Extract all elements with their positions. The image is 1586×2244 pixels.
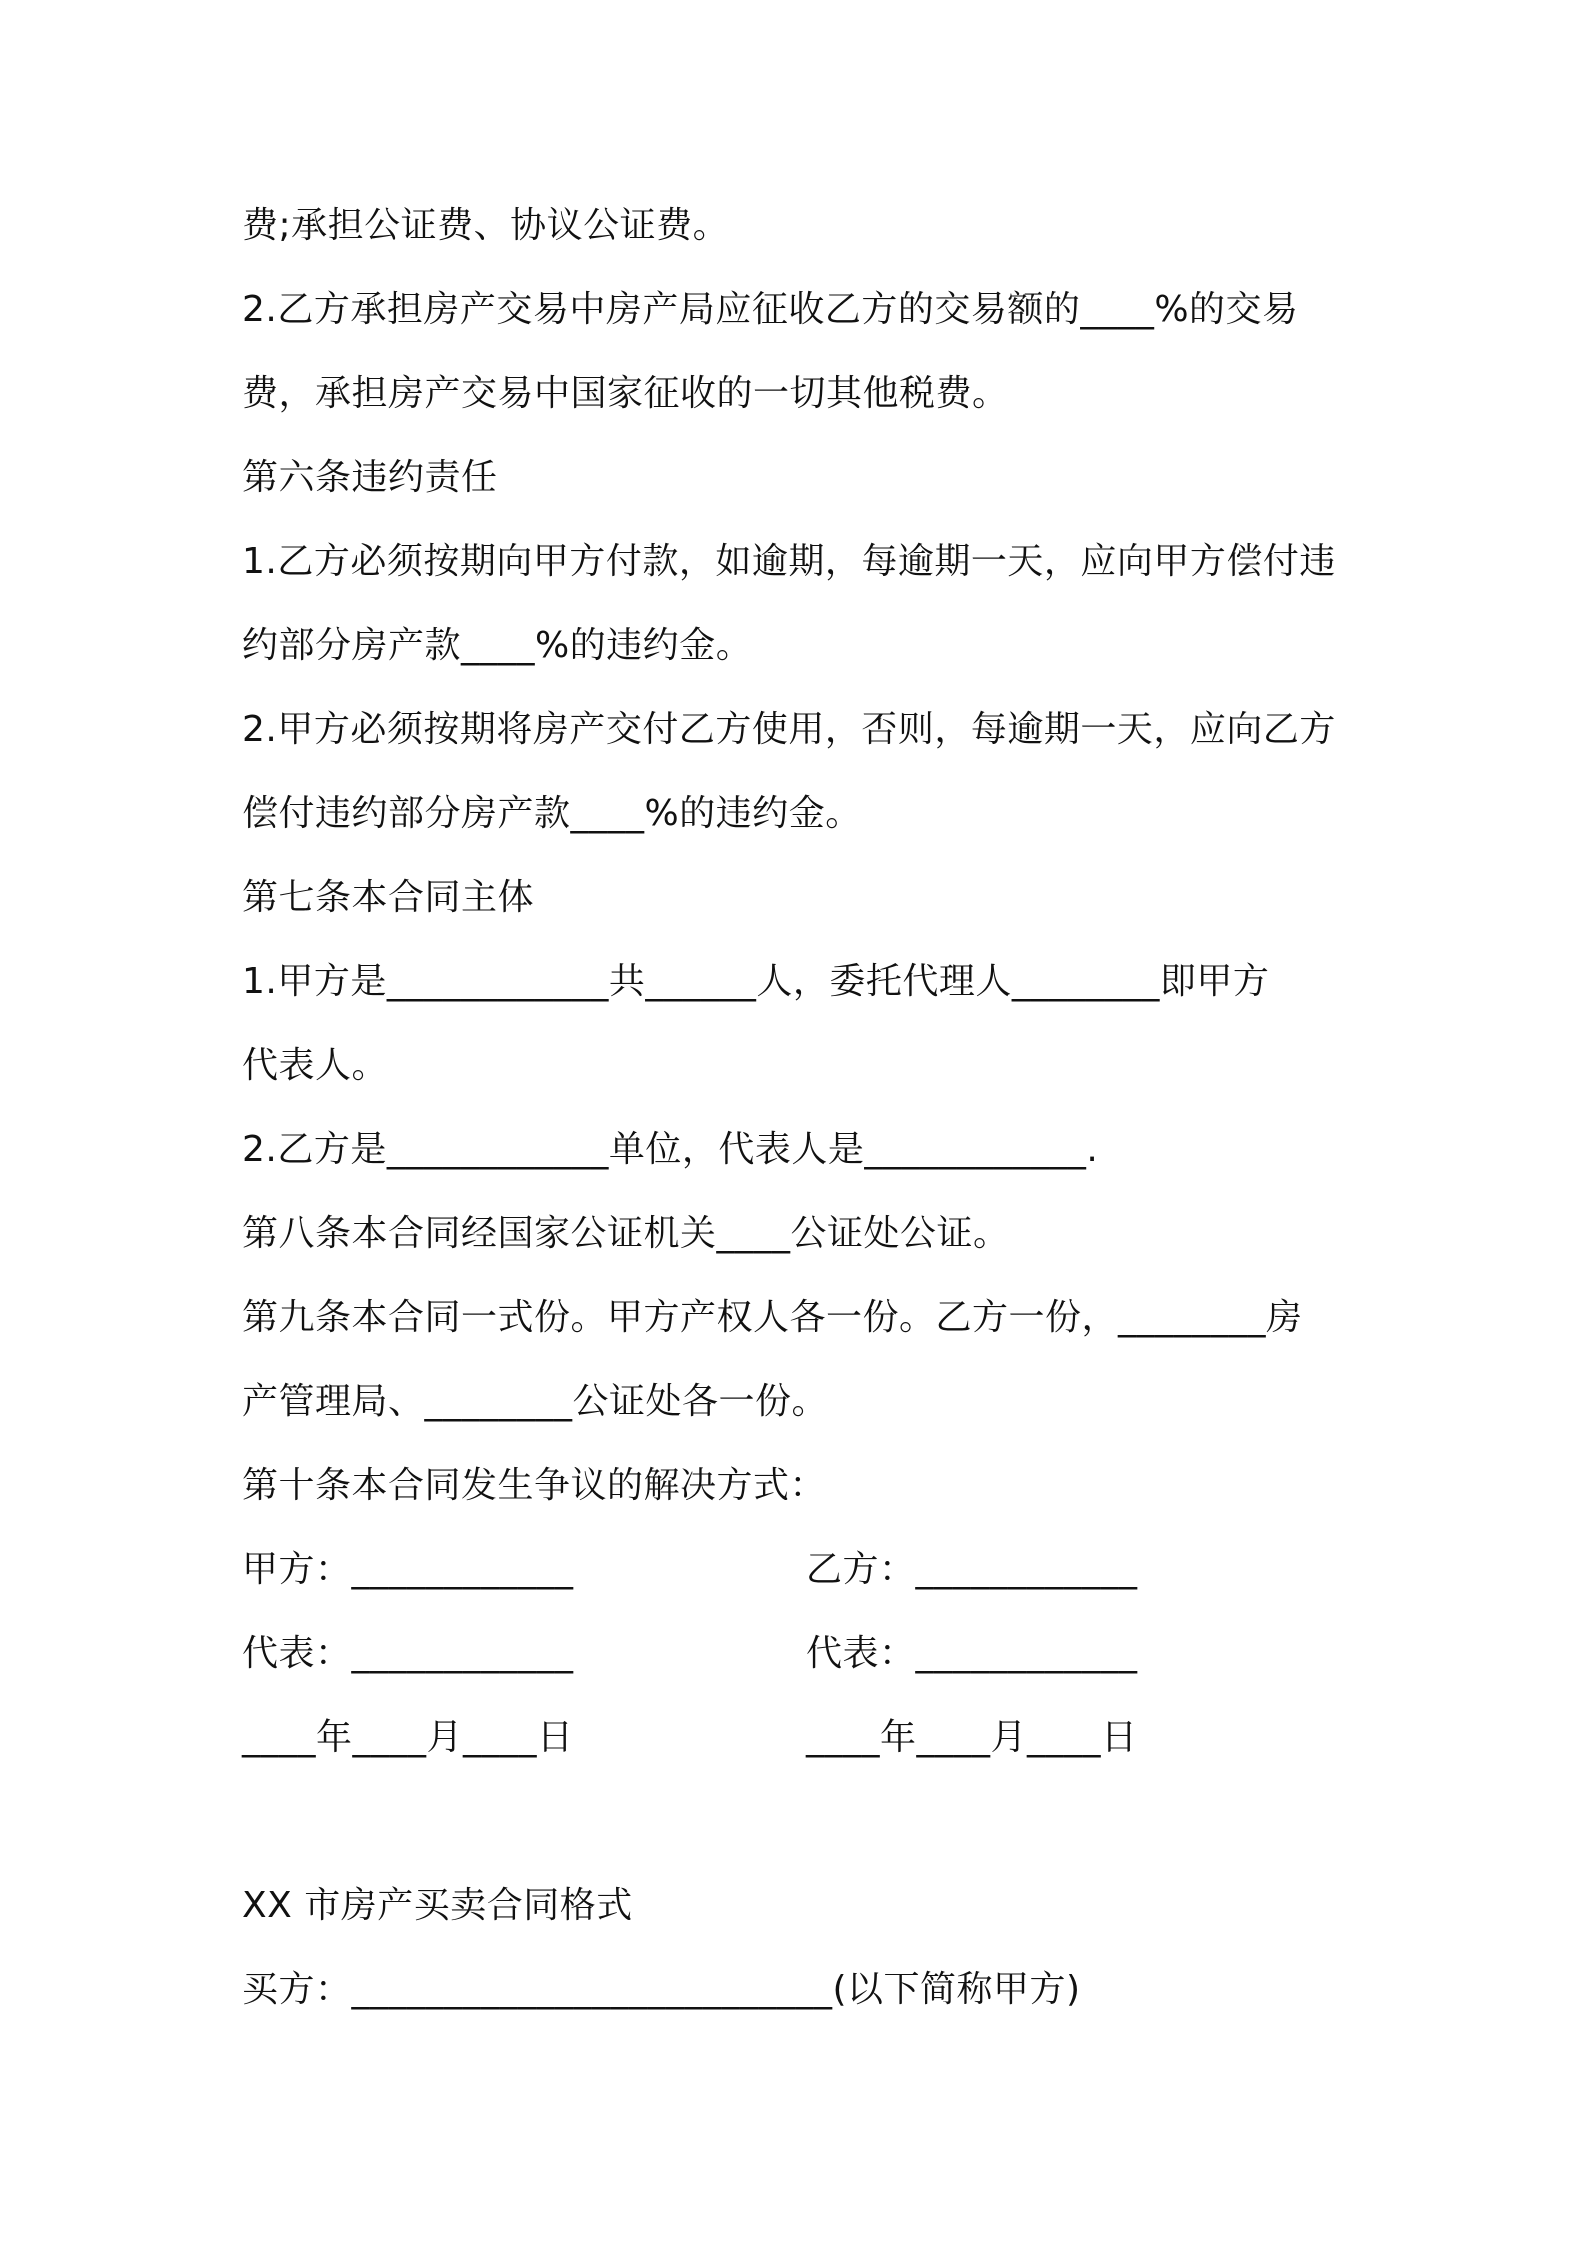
party-b-signature-line: 乙方：____________ [806,1549,1138,1590]
text-line-3: 费，承担房产交易中国家征收的一切其他税费。 [242,373,1009,414]
party-a-signature-line: 甲方：____________ [242,1549,574,1590]
text-line-12: 2.乙方是____________单位，代表人是____________. [242,1129,1099,1170]
representative-a-line: 代表：____________ [242,1633,574,1674]
text-line-11: 代表人。 [242,1045,389,1086]
text-line-5: 1.乙方必须按期向甲方付款，如逾期，每逾期一天，应向甲方偿付违 [242,541,1336,582]
date-a-line: ____年____月____日 [242,1717,574,1758]
article-10-heading: 第十条本合同发生争议的解决方式： [242,1465,827,1506]
representative-b-line: 代表：____________ [806,1633,1138,1674]
text-line-10: 1.甲方是____________共______人，委托代理人________即甲方 [242,961,1270,1002]
article-6-heading: 第六条违约责任 [242,457,498,498]
text-line-15: 产管理局、________公证处各一份。 [242,1381,829,1422]
contract-format-title: XX 市房产买卖合同格式 [242,1885,633,1926]
text-line-1: 费;承担公证费、协议公证费。 [242,205,730,246]
buyer-line: 买方：__________________________(以下简称甲方) [242,1969,1081,2010]
text-line-6: 约部分房产款____%的违约金。 [242,625,753,666]
date-b-line: ____年____月____日 [806,1717,1138,1758]
article-7-heading: 第七条本合同主体 [242,877,535,918]
text-line-7: 2.甲方必须按期将房产交付乙方使用，否则，每逾期一天，应向乙方 [242,709,1336,750]
article-8-text: 第八条本合同经国家公证机关____公证处公证。 [242,1213,1010,1254]
article-9-text: 第九条本合同一式份。甲方产权人各一份。乙方一份，________房 [242,1297,1303,1338]
text-line-2: 2.乙方承担房产交易中房产局应征收乙方的交易额的____%的交易 [242,289,1299,330]
text-line-8: 偿付违约部分房产款____%的违约金。 [242,793,862,834]
